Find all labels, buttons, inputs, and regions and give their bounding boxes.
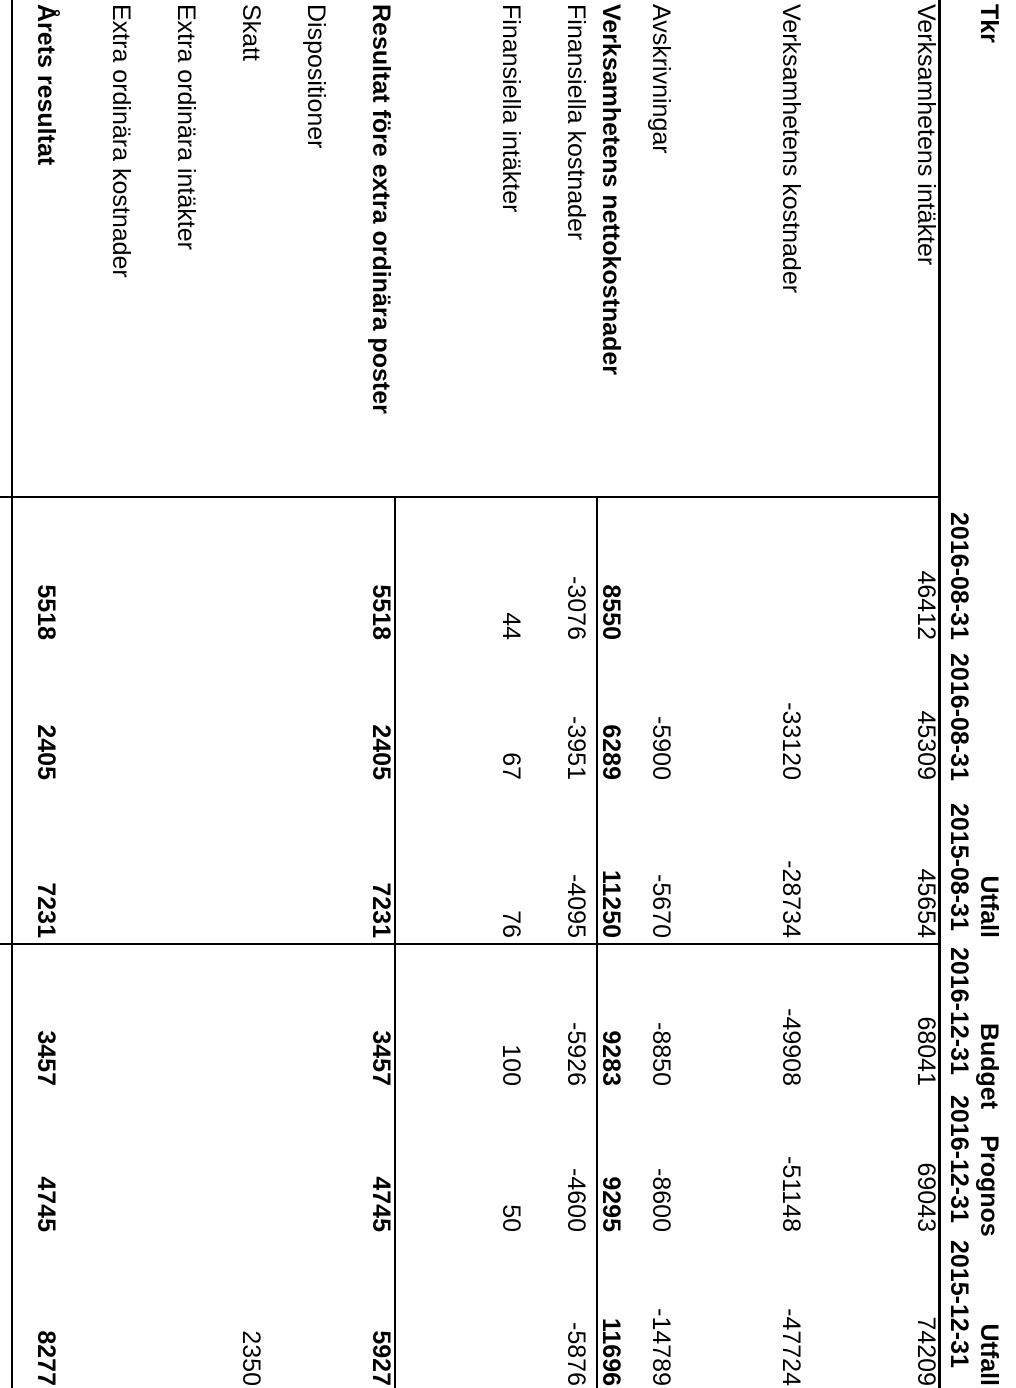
cell-intakter-5: 69043 <box>912 1162 940 1232</box>
cell-resultat-fore-4: 3457 <box>367 1030 395 1086</box>
cell-avskrivningar-3: -5670 <box>647 874 675 938</box>
row-label-avskrivningar: Avskrivningar <box>647 4 675 154</box>
cell-avskrivningar-5: -8600 <box>647 1168 675 1232</box>
cell-kostnader-5: -51148 <box>777 1156 805 1232</box>
bottom-rule <box>11 0 13 1388</box>
cell-fin-kostnader-5: -4600 <box>562 1168 590 1232</box>
cell-kostnader-6: -47724 <box>777 1308 805 1386</box>
cell-avskrivningar-6: -14789 <box>647 1308 675 1386</box>
cell-kostnader-4: -49908 <box>777 1008 805 1086</box>
cell-intakter-1: 46412 <box>912 570 940 640</box>
cell-netto-1: 8550 <box>597 584 625 640</box>
date-header-5: 2016-12-31 <box>945 1095 973 1223</box>
row-label-skatt: Skatt <box>237 4 265 61</box>
date-header-6: 2015-12-31 <box>945 1240 973 1368</box>
cell-fin-intakter-4: 100 <box>497 1044 525 1086</box>
cell-fin-intakter-5: 50 <box>497 1204 525 1232</box>
cell-avskrivningar-4: -8850 <box>647 1022 675 1086</box>
cell-arets-resultat-4: 3457 <box>32 1030 60 1086</box>
cell-netto-5: 9295 <box>597 1176 625 1232</box>
cell-skatt-6: 2350 <box>237 1330 265 1386</box>
cell-arets-resultat-3: 7231 <box>32 882 60 938</box>
cell-fin-kostnader-3: -4095 <box>562 874 590 938</box>
row-label-kostnader: Verksamhetens kostnader <box>777 4 805 294</box>
cell-arets-resultat-5: 4745 <box>32 1176 60 1232</box>
cell-resultat-fore-2: 2405 <box>367 724 395 780</box>
cell-netto-6: 11696 <box>597 1317 625 1386</box>
cell-fin-kostnader-6: -5876 <box>562 1322 590 1386</box>
cell-resultat-fore-5: 4745 <box>367 1176 395 1232</box>
cell-fin-kostnader-2: -3951 <box>562 716 590 780</box>
cell-intakter-2: 45309 <box>912 710 940 780</box>
date-header-4: 2016-12-31 <box>945 947 973 1075</box>
group-header-utfall-year: Utfall <box>975 1323 1003 1386</box>
date-header-1: 2016-08-31 <box>945 512 973 640</box>
cell-resultat-fore-6: 5927 <box>367 1330 395 1386</box>
cell-resultat-fore-1: 5518 <box>367 584 395 640</box>
cell-netto-2: 6289 <box>597 724 625 780</box>
group-header-prognos: Prognos <box>975 1135 1003 1237</box>
cell-fin-intakter-3: 76 <box>497 910 525 938</box>
row-label-extra-intakter: Extra ordinära intäkter <box>172 4 200 250</box>
cell-resultat-fore-3: 7231 <box>367 882 395 938</box>
cell-netto-4: 9283 <box>597 1030 625 1086</box>
row-label-dispositioner: Dispositioner <box>302 4 330 149</box>
row-label-extra-kostnader: Extra ordinära kostnader <box>107 4 135 278</box>
cell-arets-resultat-1: 5518 <box>32 584 60 640</box>
cell-intakter-4: 68041 <box>912 1016 940 1086</box>
group-header-utfall: Utfall <box>975 875 1003 938</box>
cell-arets-resultat-6: 8277 <box>32 1330 60 1386</box>
cell-netto-3: 11250 <box>597 869 625 938</box>
cell-fin-intakter-2: 67 <box>497 752 525 780</box>
row-label-nettokostnader: Verksamhetens nettokostnader <box>597 4 625 375</box>
cell-fin-kostnader-4: -5926 <box>562 1022 590 1086</box>
date-header-3: 2015-08-31 <box>945 803 973 931</box>
cell-fin-intakter-1: 44 <box>497 612 525 640</box>
row-label-arets-resultat: Årets resultat <box>32 4 60 166</box>
corner-label: Tkr <box>975 4 1003 43</box>
cell-kostnader-2: -33120 <box>777 702 805 780</box>
cell-kostnader-3: -28734 <box>777 860 805 938</box>
row-label-resultat-fore: Resultat före extra ordinära poster <box>367 4 395 414</box>
row-label-fin-intakter: Finansiella intäkter <box>497 4 525 213</box>
row-label-intakter: Verksamhetens intäkter <box>912 4 940 266</box>
cell-fin-kostnader-1: -3076 <box>562 576 590 640</box>
cell-avskrivningar-2: -5900 <box>647 716 675 780</box>
cell-arets-resultat-2: 2405 <box>32 724 60 780</box>
group-header-budget: Budget <box>975 1022 1003 1110</box>
row-label-fin-kostnader: Finansiella kostnader <box>562 4 590 241</box>
cell-intakter-6: 74209 <box>912 1316 940 1386</box>
vertical-rule-between-groups <box>0 943 941 945</box>
date-header-2: 2016-08-31 <box>945 653 973 781</box>
cell-intakter-3: 45654 <box>912 868 940 938</box>
